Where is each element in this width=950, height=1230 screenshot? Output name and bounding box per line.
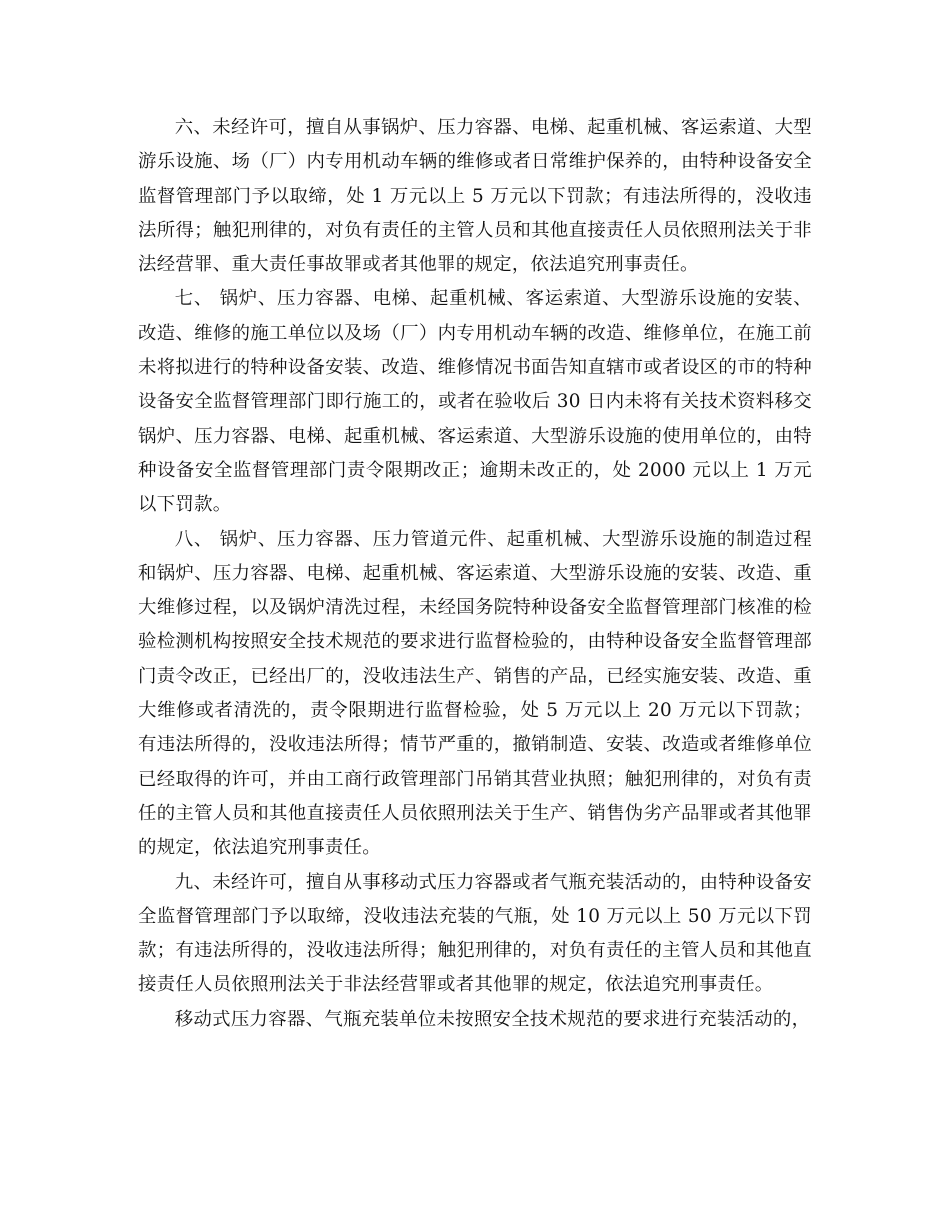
document-body (138, 111, 812, 1037)
paragraph-article-9: 九、未经许可，擅自从事移动式压力容器或者气瓶充装活动的，由特种设备安全监督管理部门予以取缔，没收违法充装的气瓶，处 10 万元以上 50 万元以下罚款；有违法所得的，没收违法所得；触犯刑律的，对负有责任的主管人员和其他直接责任人员依照刑法关于非法经营罪或者其他罪的规定，依法追究刑事责任。 (138, 871, 812, 996)
paragraph-article-7: 七、 锅炉、压力容器、电梯、起重机械、客运索道、大型游乐设施的安装、改造、维修的施工单位以及场（厂）内专用机动车辆的改造、维修单位，在施工前未将拟进行的特种设备安装、改造、维修情况书面告知直辖市或者设区的市的特种设备安全监督管理部门即行施工的，或者在验收后 30 日内未将有关技术资料移交锅炉、压力容器、电梯、起重机械、客运索道、大型游乐设施的使用单位的，由特种设备安全监督管理部门责令限期改正；逾期未改正的，处 2000 元以上 1 万元以下罚款。 (138, 288, 812, 516)
paragraph-article-8: 八、 锅炉、压力容器、压力管道元件、起重机械、大型游乐设施的制造过程和锅炉、压力容器、电梯、起重机械、客运索道、大型游乐设施的安装、改造、重大维修过程，以及锅炉清洗过程，未经国务院特种设备安全监督管理部门核准的检验检测机构按照安全技术规范的要求进行监督检验的，由特种设备安全监督管理部门责令改正，已经出厂的，没收违法生产、销售的产品，已经实施安装、改造、重大维修或者清洗的，责令限期进行监督检验，处 5 万元以上 20 万元以下罚款；有违法所得的，没收违法所得；情节严重的，撤销制造、安装、改造或者维修单位已经取得的许可，并由工商行政管理部门吊销其营业执照；触犯刑律的，对负有责任的主管人员和其他直接责任人员依照刑法关于生产、销售伪劣产品罪或者其他罪的规定，依法追究刑事责任。 (138, 528, 812, 859)
paragraph-article-6: 六、未经许可，擅自从事锅炉、压力容器、电梯、起重机械、客运索道、大型游乐设施、场（厂）内专用机动车辆的维修或者日常维护保养的，由特种设备安全监督管理部门予以取缔，处 1 万元以上 5 万元以下罚款；有违法所得的，没收违法所得；触犯刑律的，对负有责任的主管人员和其他直接责任人员依照刑法关于非法经营罪、重大责任事故罪或者其他罪的规定，依法追究刑事责任。 (138, 117, 812, 276)
paragraph-continuation: 移动式压力容器、气瓶充装单位未按照安全技术规范的要求进行充装活动的， (174, 1008, 811, 1030)
